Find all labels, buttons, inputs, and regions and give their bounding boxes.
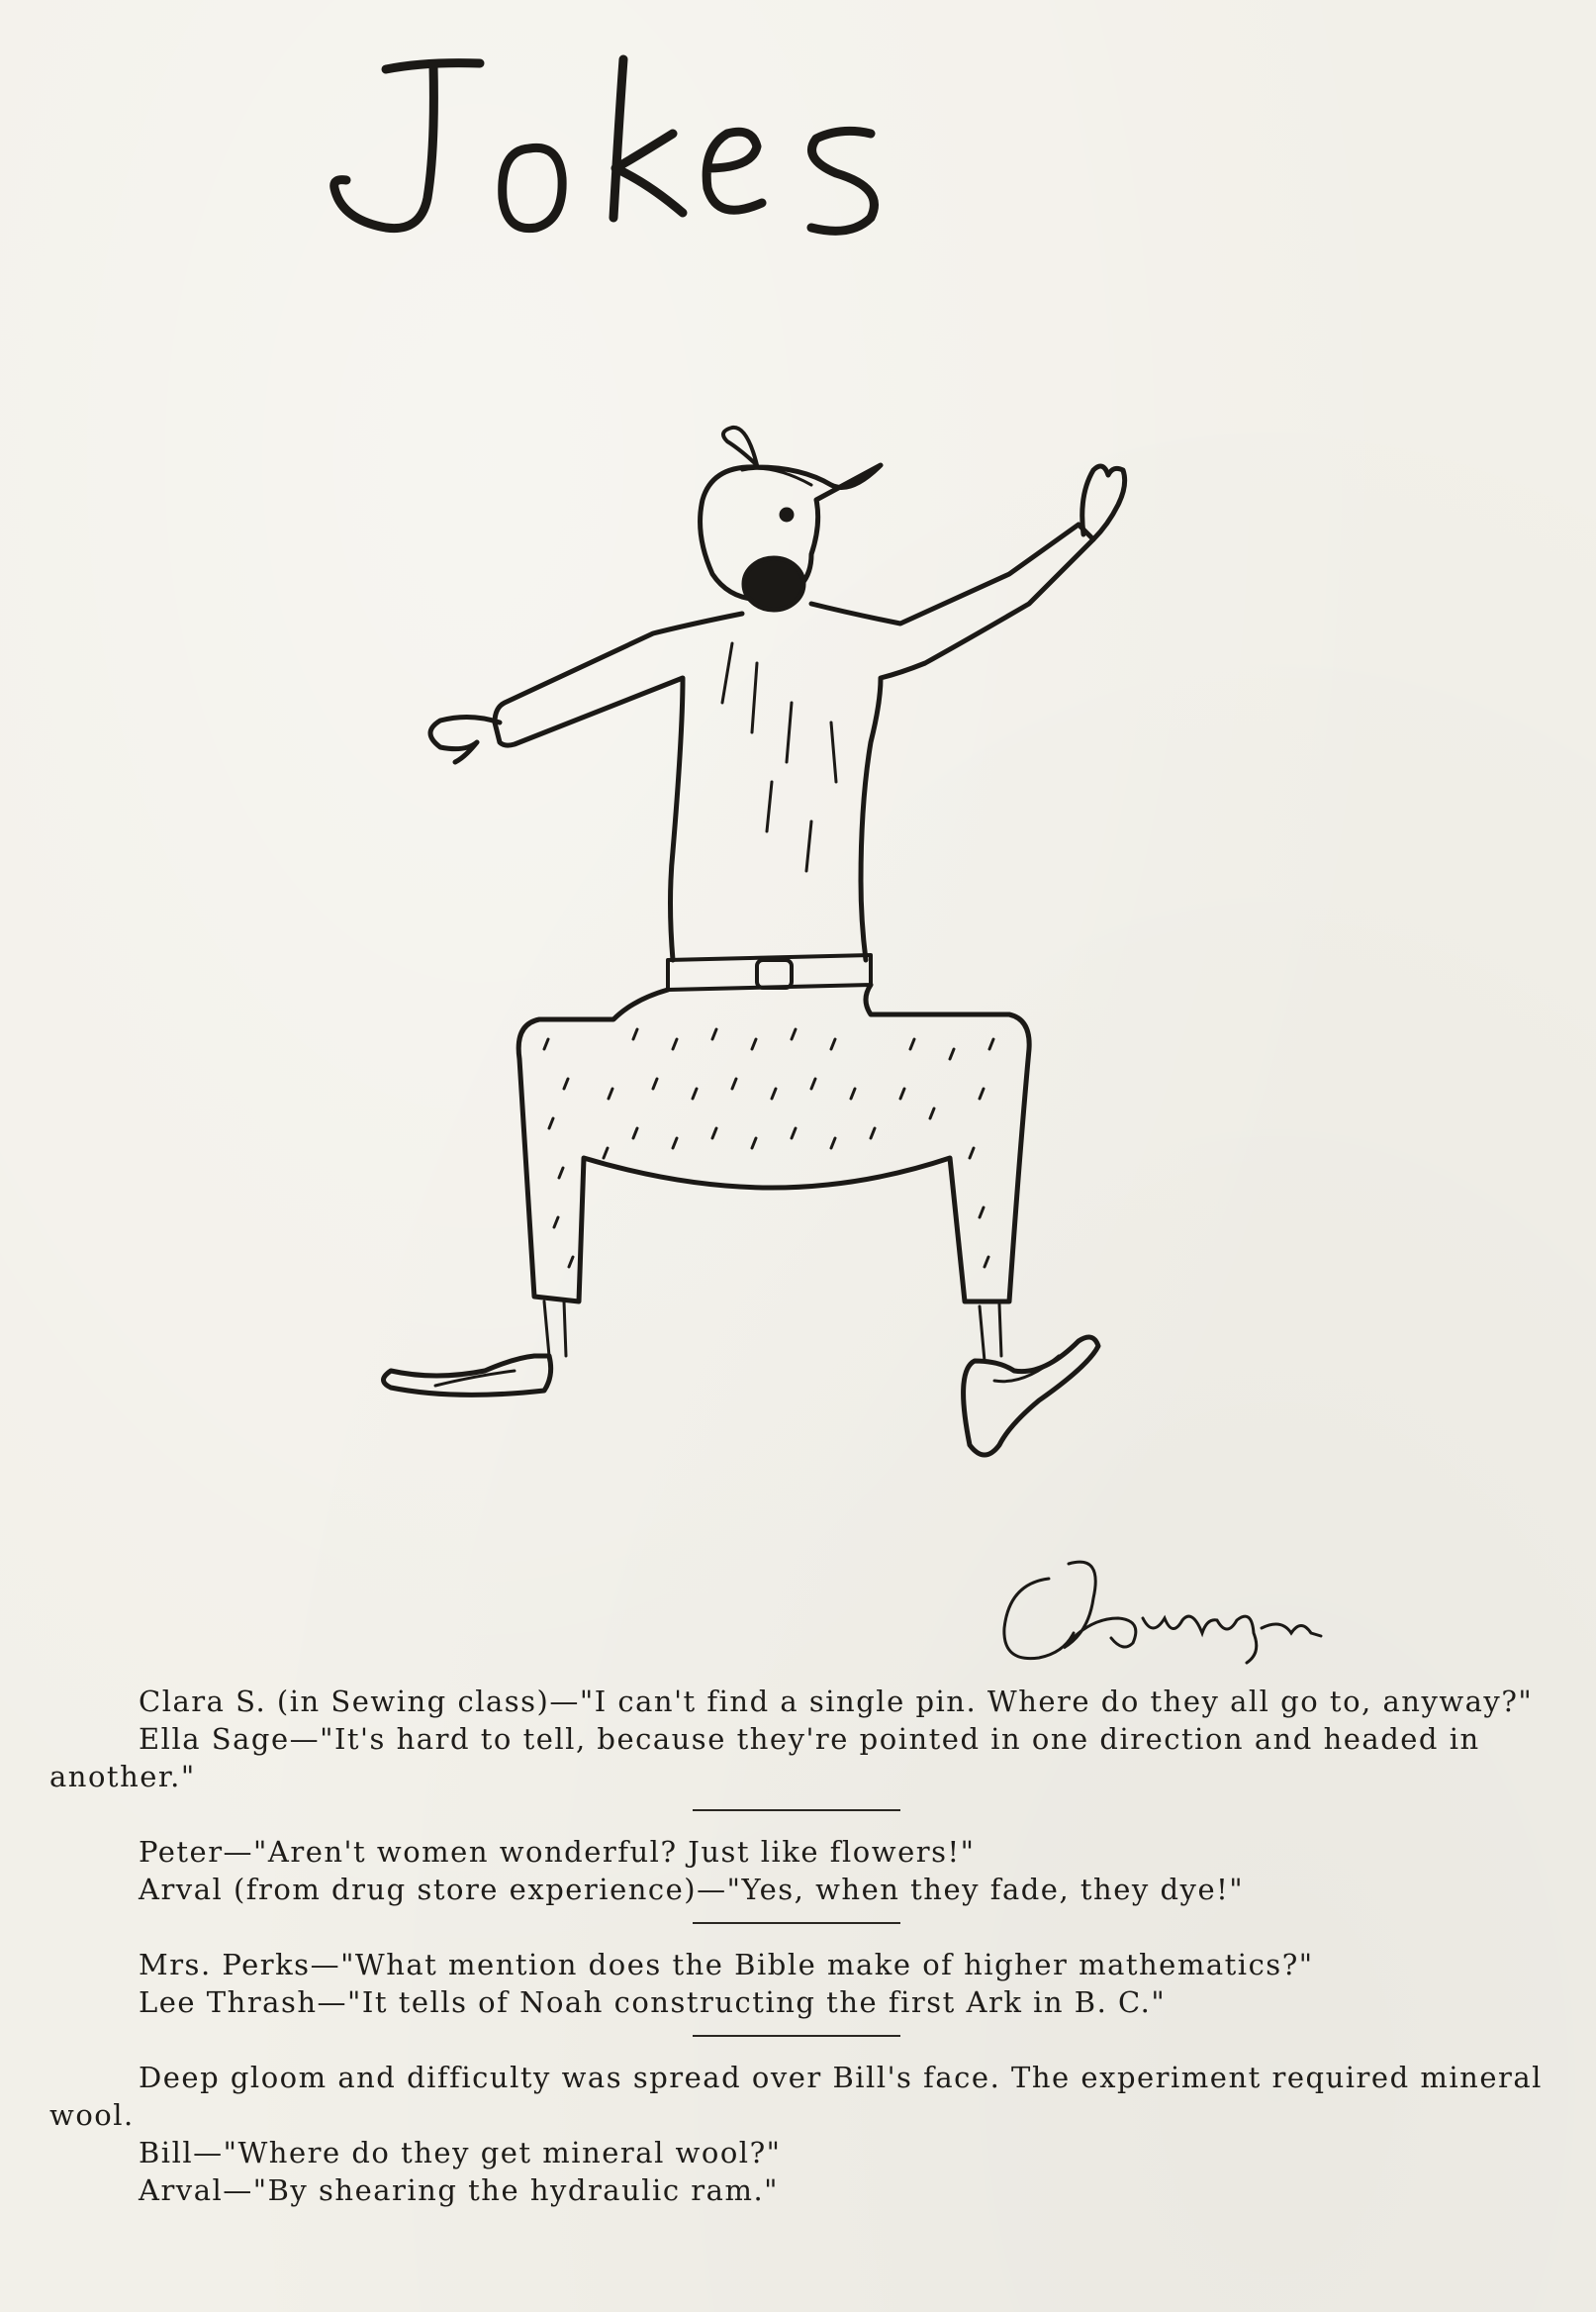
joke-2: [49, 1833, 1544, 1908]
jokes-text: [49, 1683, 1544, 2209]
joke-line: Arval (from drug store experience)—"Yes, when they fade, they dye!": [139, 1873, 1245, 1906]
joke-4: [49, 2059, 1544, 2209]
joke-line: Deep gloom and difficulty was spread over Bill's face. The experiment required mineral wool.: [49, 2061, 1543, 2132]
joke-1: [49, 1683, 1544, 1795]
joke-line: Bill—"Where do they get mineral wool?": [139, 2136, 782, 2169]
joke-divider: [693, 2035, 900, 2037]
joke-line: Arval—"By shearing the hydraulic ram.": [139, 2173, 779, 2207]
joke-divider: [693, 1922, 900, 1924]
joke-line: Clara S. (in Sewing class)—"I can't find a single pin. Where do they all go to, anyway?": [139, 1685, 1534, 1718]
joke-divider: [693, 1809, 900, 1811]
joke-line: Mrs. Perks—"What mention does the Bible make of higher mathematics?": [139, 1948, 1314, 1981]
joke-line: Ella Sage—"It's hard to tell, because they're pointed in one direction and headed in another.": [49, 1722, 1480, 1793]
joke-3: [49, 1946, 1544, 2021]
dancing-man-cartoon: [218, 406, 1296, 1524]
jokes-hand-lettered-title: [317, 40, 930, 247]
joke-line: Lee Thrash—"It tells of Noah constructing the first Ark in B. C.": [139, 1985, 1167, 2019]
artist-signature: [994, 1539, 1331, 1678]
joke-line: Peter—"Aren't women wonderful? Just like flowers!": [139, 1835, 976, 1869]
